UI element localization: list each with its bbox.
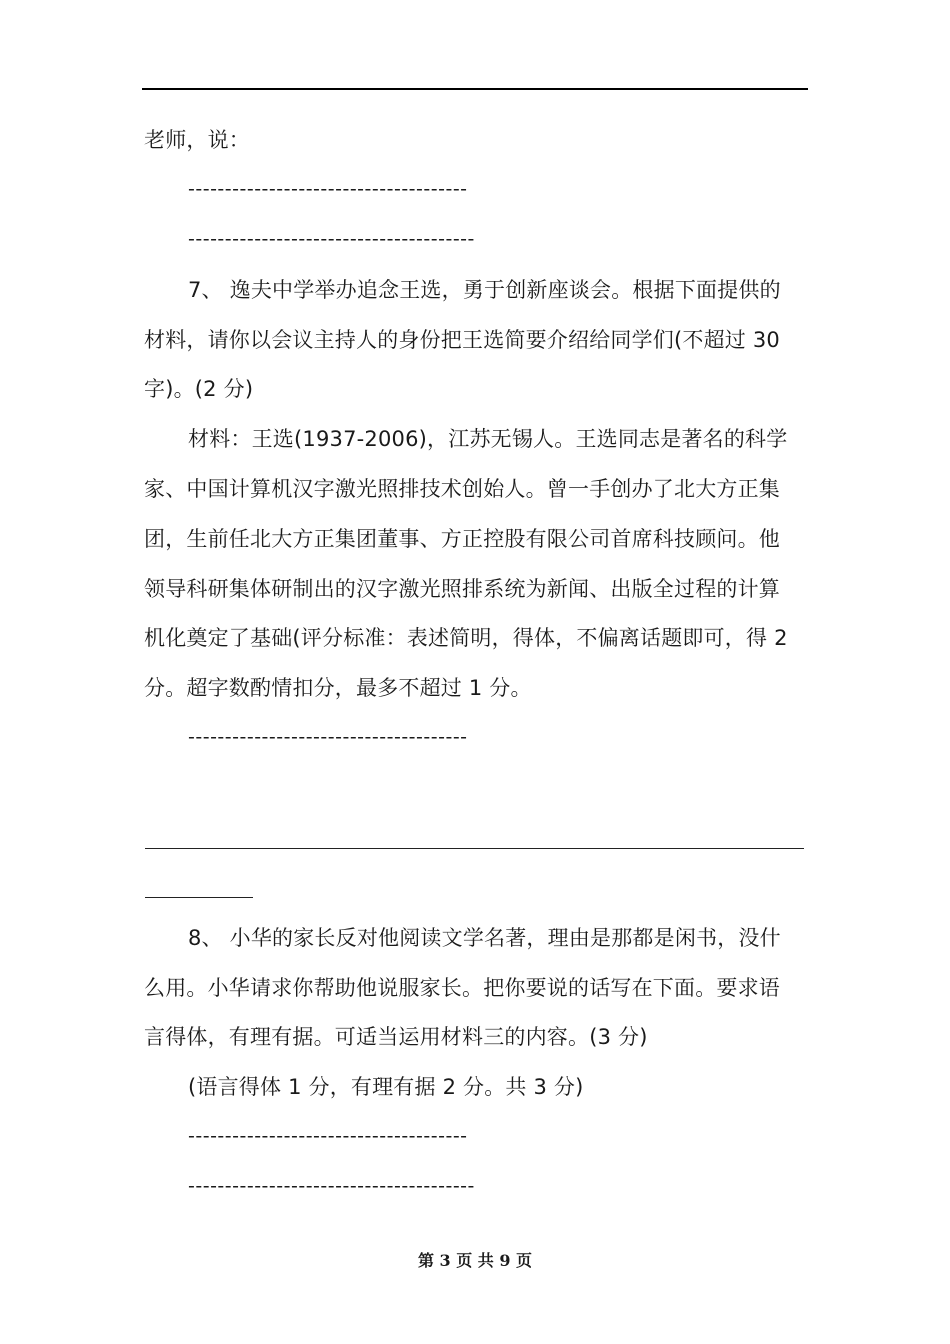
page-number: 第 3 页 共 9 页 xyxy=(417,1251,533,1270)
answer-dash-line: -------------------------------------- xyxy=(188,1125,468,1147)
answer-dash-line: --------------------------------------- xyxy=(188,1175,475,1197)
material-line: 机化奠定了基础(评分标准：表述简明，得体，不偏离话题即可，得 2 xyxy=(144,626,788,650)
question-8-line: 8、 小华的家长反对他阅读文学名著，理由是那都是闲书，没什 xyxy=(188,926,781,950)
answer-dash-line: --------------------------------------- xyxy=(188,228,475,250)
material-line: 材料：王选(1937-2006)，江苏无锡人。王选同志是著名的科学 xyxy=(188,427,788,451)
answer-dash-line: -------------------------------------- xyxy=(188,178,468,200)
question-7-line: 材料，请你以会议主持人的身份把王选简要介绍给同学们(不超过 30 xyxy=(144,328,780,352)
material-line: 家、中国计算机汉字激光照排技术创始人。曾一手创办了北大方正集 xyxy=(144,477,780,501)
answer-dash-line: -------------------------------------- xyxy=(188,726,468,748)
material-line: 领导科研集体研制出的汉字激光照排系统为新闻、出版全过程的计算 xyxy=(144,577,780,601)
header-rule xyxy=(142,88,808,90)
material-line: 分。超字数酌情扣分，最多不超过 1 分。 xyxy=(144,676,532,700)
answer-underline xyxy=(145,897,253,898)
scoring-note: (语言得体 1 分，有理有据 2 分。共 3 分) xyxy=(188,1075,584,1099)
text-line: 老师，说： xyxy=(144,128,250,152)
question-8-line: 言得体，有理有据。可适当运用材料三的内容。(3 分) xyxy=(144,1025,648,1049)
question-8-line: 么用。小华请求你帮助他说服家长。把你要说的话写在下面。要求语 xyxy=(144,976,780,1000)
question-7-line: 字)。(2 分) xyxy=(144,377,254,401)
question-7-line: 7、 逸夫中学举办追念王选，勇于创新座谈会。根据下面提供的 xyxy=(188,278,781,302)
answer-underline xyxy=(145,848,804,849)
material-line: 团，生前任北大方正集团董事、方正控股有限公司首席科技顾问。他 xyxy=(144,527,780,551)
